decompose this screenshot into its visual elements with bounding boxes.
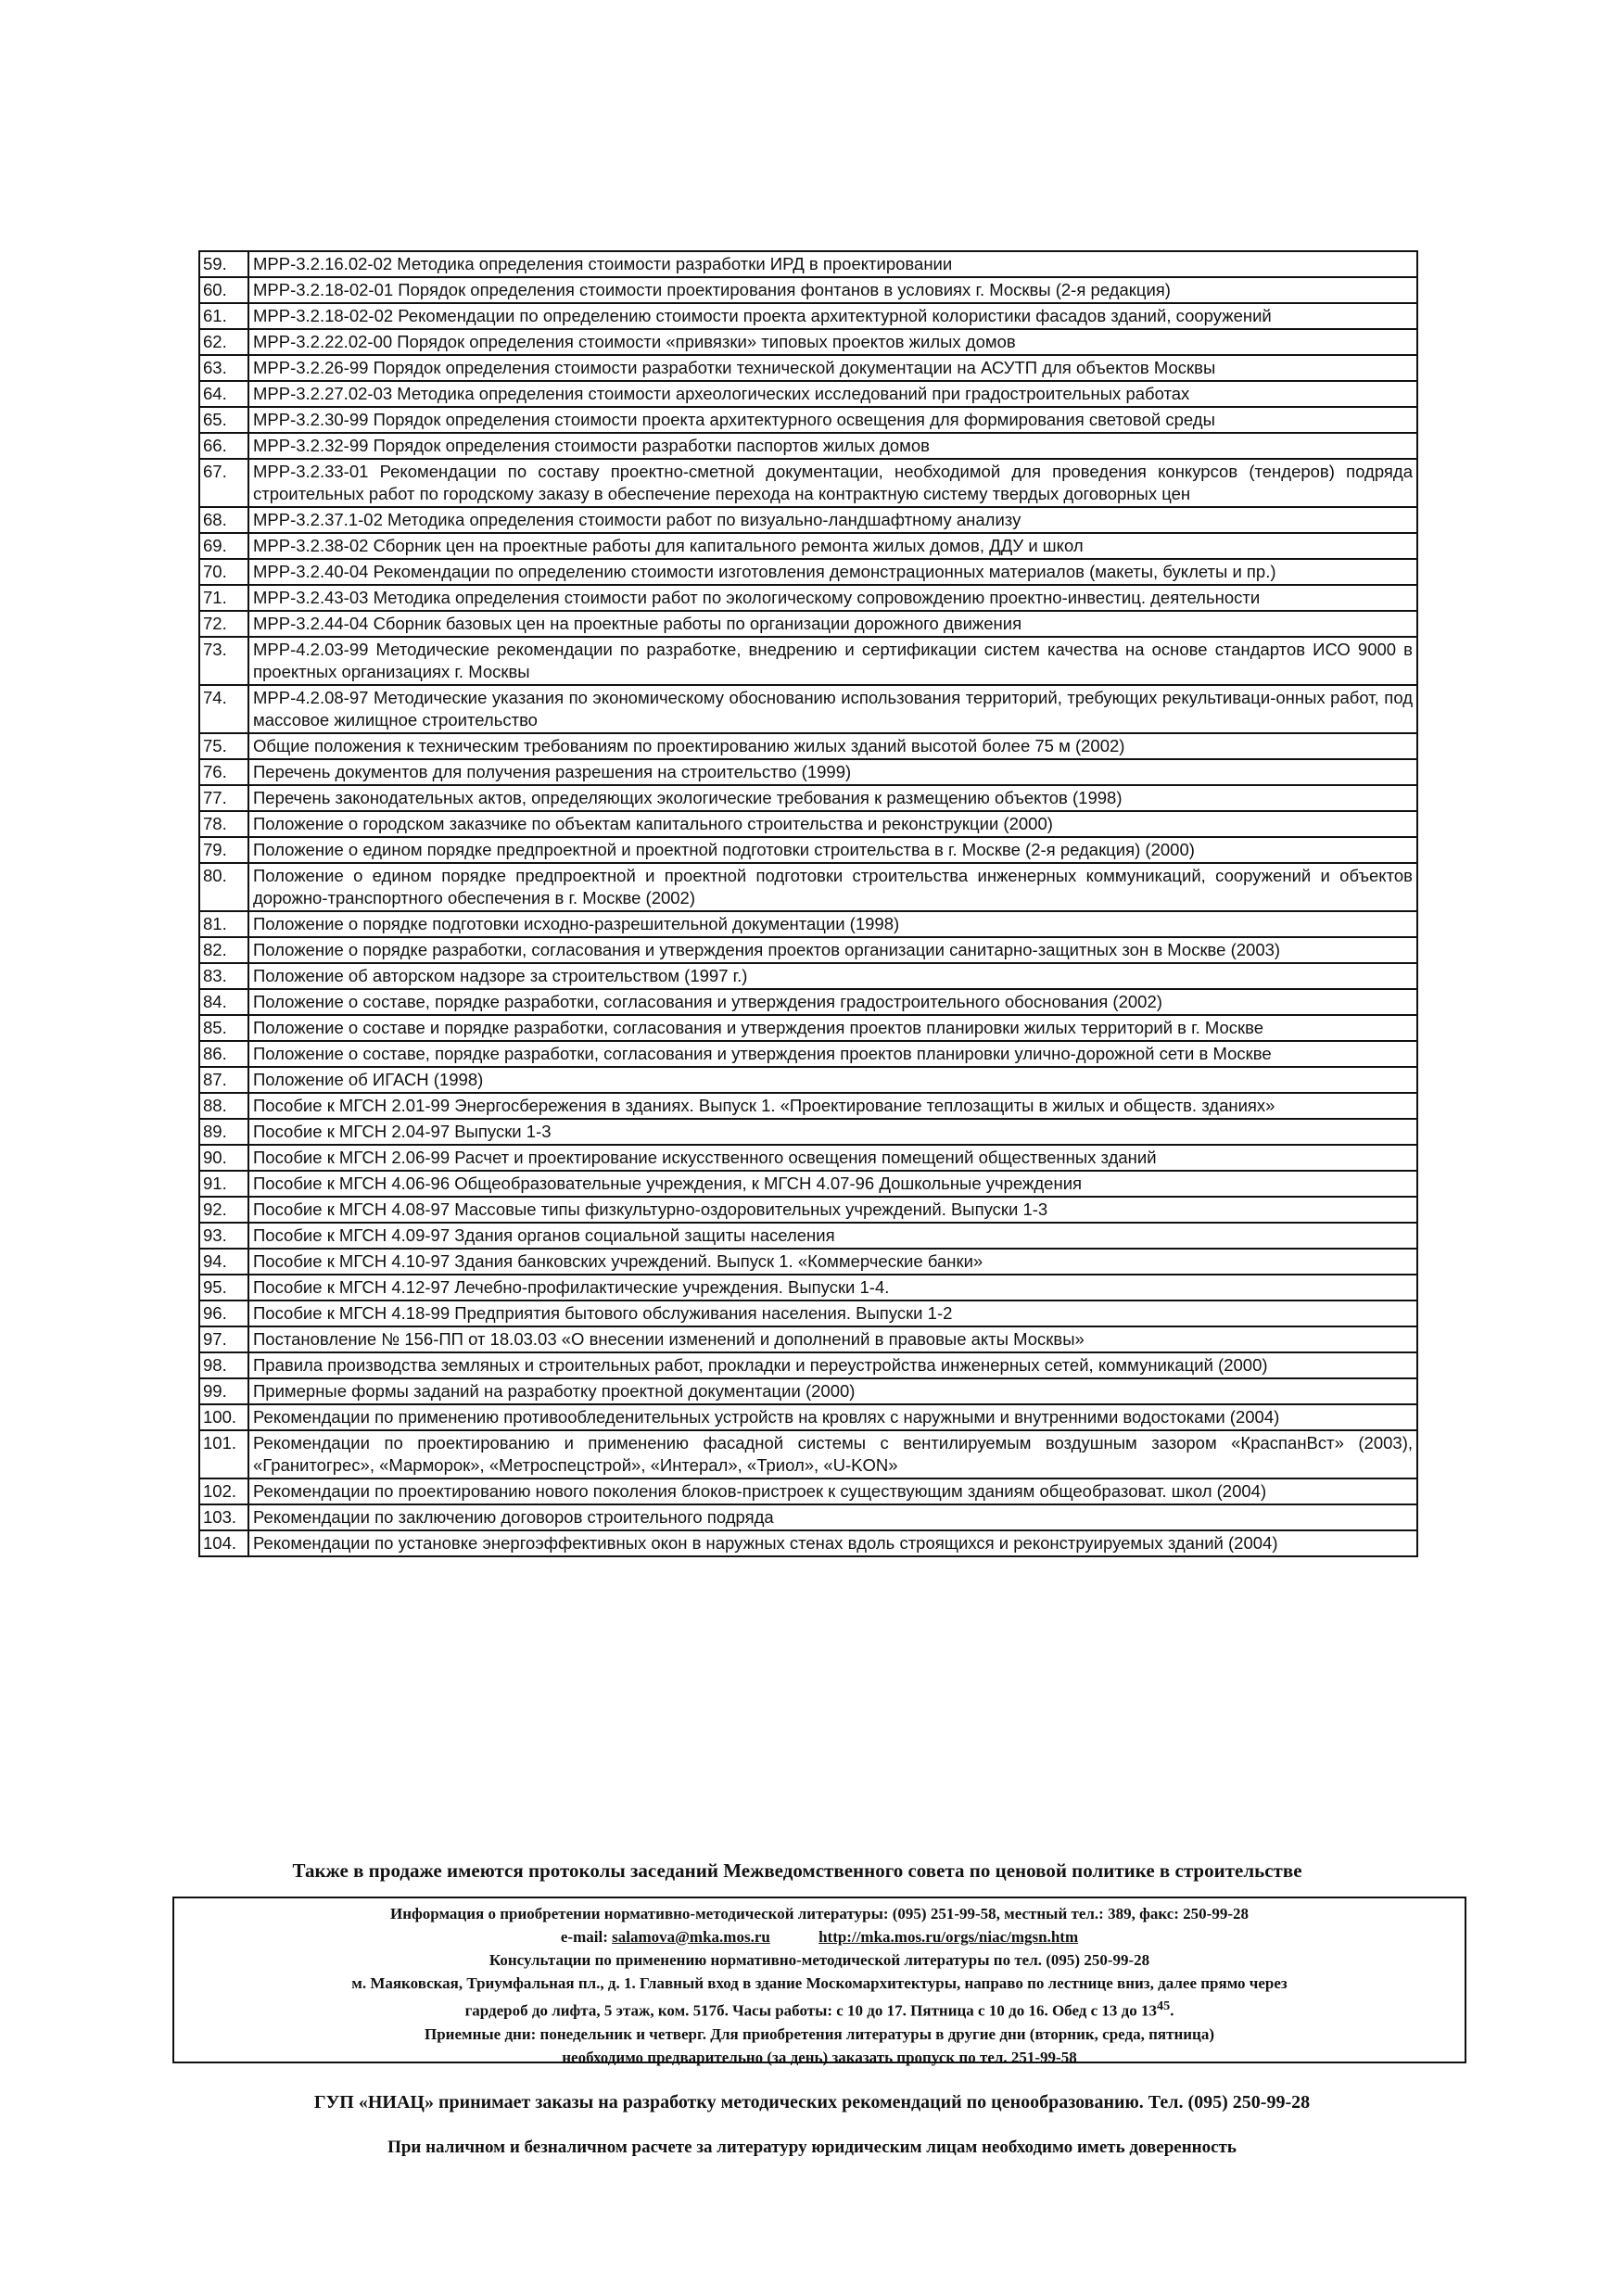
row-number: 104. — [199, 1530, 248, 1556]
document-title: Положение о городском заказчике по объектам капитального строительства и реконструкции (2000) — [248, 811, 1417, 837]
table-row — [199, 1041, 1417, 1067]
row-number: 75. — [199, 733, 248, 759]
document-title: МРР-3.2.43-03 Методика определения стоимости работ по экологическому сопровождению проектно-инвестиц. деятельности — [248, 585, 1417, 611]
row-number: 66. — [199, 433, 248, 459]
niac-orders-note: ГУП «НИАЦ» принимает заказы на разработку методических рекомендаций по ценообразованию. Тел. (095) 250-99-28 — [313, 2092, 1311, 2113]
row-number: 77. — [199, 785, 248, 811]
document-title: Пособие к МГСН 4.10-97 Здания банковских учреждений. Выпуск 1. «Коммерческие банки» — [248, 1249, 1417, 1275]
table-row — [199, 433, 1417, 459]
table-row — [199, 355, 1417, 381]
table-row — [199, 759, 1417, 785]
document-title: МРР-3.2.37.1-02 Методика определения стоимости работ по визуально-ландшафтному анализу — [248, 507, 1417, 533]
reception-days-line: Приемные дни: понедельник и четверг. Для приобретения литературы в другие дни (вторник, среда, пятница) — [424, 2024, 1214, 2043]
document-title: Положение о порядке разработки, согласования и утверждения проектов организации санитарно-защитных зон в Москве (2003) — [248, 937, 1417, 963]
documents-table-body — [199, 251, 1417, 1556]
table-row — [199, 911, 1417, 937]
row-number: 79. — [199, 837, 248, 863]
table-row — [199, 329, 1417, 355]
document-title: МРР-3.2.44-04 Сборник базовых цен на проектные работы по организации дорожного движения — [248, 611, 1417, 637]
row-number: 60. — [199, 277, 248, 303]
table-row — [199, 1326, 1417, 1352]
table-row — [199, 1223, 1417, 1249]
row-number: 83. — [199, 963, 248, 989]
table-row — [199, 559, 1417, 585]
table-row — [199, 1249, 1417, 1275]
row-number: 101. — [199, 1430, 248, 1478]
lunch-minutes: 45 — [1157, 1998, 1171, 2013]
documents-table — [198, 250, 1418, 1557]
table-row — [199, 1404, 1417, 1430]
hours-end: . — [1170, 2001, 1174, 2020]
table-row — [199, 1093, 1417, 1119]
row-number: 82. — [199, 937, 248, 963]
row-number: 70. — [199, 559, 248, 585]
table-row — [199, 1015, 1417, 1041]
table-row — [199, 533, 1417, 559]
website-link[interactable]: http://mka.mos.ru/orgs/niac/mgsn.htm — [818, 1928, 1079, 1946]
document-title: Постановление № 156-ПП от 18.03.03 «О внесении изменений и дополнений в правовые акты Москвы» — [248, 1326, 1417, 1352]
table-row — [199, 1067, 1417, 1093]
row-number: 72. — [199, 611, 248, 637]
document-title: Рекомендации по применению противообледенительных устройств на кровлях с наружными и внутренними водостоками (2004) — [248, 1404, 1417, 1430]
row-number: 89. — [199, 1119, 248, 1145]
document-title: Пособие к МГСН 4.18-99 Предприятия бытового обслуживания населения. Выпуски 1-2 — [248, 1301, 1417, 1326]
table-row — [199, 1119, 1417, 1145]
row-number: 62. — [199, 329, 248, 355]
row-number: 63. — [199, 355, 248, 381]
pass-order-line: необходимо предварительно (за день) заказать пропуск по тел. 251-99-58 — [562, 2048, 1077, 2066]
table-row — [199, 811, 1417, 837]
email-link[interactable]: salamova@mka.mos.ru — [612, 1928, 770, 1946]
table-row — [199, 637, 1417, 685]
document-title: МРР-3.2.33-01 Рекомендации по составу проектно-сметной документации, необходимой для проведения конкурсов (тендеров) подряда строительных работ по городскому заказу в обеспечение перехода на контрактную систему твердых договорных цен — [248, 459, 1417, 507]
table-row — [199, 1197, 1417, 1223]
document-title: Правила производства земляных и строительных работ, прокладки и переустройства инженерных сетей, коммуникаций (2000) — [248, 1352, 1417, 1378]
document-title: МРР-3.2.18-02-02 Рекомендации по определению стоимости проекта архитектурной колористики фасадов зданий, сооружений — [248, 303, 1417, 329]
table-row — [199, 733, 1417, 759]
row-number: 99. — [199, 1378, 248, 1404]
contact-links-line — [174, 1925, 1465, 1948]
document-title: МРР-3.2.16.02-02 Методика определения стоимости разработки ИРД в проектировании — [248, 251, 1417, 277]
row-number: 98. — [199, 1352, 248, 1378]
table-row — [199, 837, 1417, 863]
document-title: Положение об ИГАСН (1998) — [248, 1067, 1417, 1093]
table-row — [199, 937, 1417, 963]
row-number: 59. — [199, 251, 248, 277]
table-row — [199, 989, 1417, 1015]
table-row — [199, 1275, 1417, 1301]
table-row — [199, 1430, 1417, 1478]
row-number: 74. — [199, 685, 248, 733]
document-title: МРР-3.2.30-99 Порядок определения стоимости проекта архитектурного освещения для формирования световой среды — [248, 407, 1417, 433]
row-number: 93. — [199, 1223, 248, 1249]
row-number: 85. — [199, 1015, 248, 1041]
row-number: 87. — [199, 1067, 248, 1093]
table-row — [199, 507, 1417, 533]
table-row — [199, 277, 1417, 303]
document-title: Положение о едином порядке предпроектной и проектной подготовки строительства в г. Москве (2-я редакция) (2000) — [248, 837, 1417, 863]
purchase-phone-line: Информация о приобретении нормативно-методической литературы: (095) 251-99-58, местный тел.: 389, факс: 250-99-28 — [389, 1905, 1249, 1922]
document-title: Положение об авторском надзоре за строительством (1997 г.) — [248, 963, 1417, 989]
document-title: Рекомендации по проектированию нового поколения блоков-пристроек к существующим зданиям общеобразоват. школ (2004) — [248, 1478, 1417, 1504]
document-title: Рекомендации по заключению договоров строительного подряда — [248, 1504, 1417, 1530]
document-title: МРР-3.2.22.02-00 Порядок определения стоимости «привязки» типовых проектов жилых домов — [248, 329, 1417, 355]
document-title: МРР-3.2.27.02-03 Методика определения стоимости археологических исследований при градостроительных работах — [248, 381, 1417, 407]
email-label: e-mail: — [560, 1928, 608, 1946]
document-title: МРР-4.2.03-99 Методические рекомендации по разработке, внедрению и сертификации систем качества на основе стандартов ИСО 9000 в проектных организациях г. Москвы — [248, 637, 1417, 685]
row-number: 97. — [199, 1326, 248, 1352]
document-title: Пособие к МГСН 2.04-97 Выпуски 1-3 — [248, 1119, 1417, 1145]
table-row — [199, 1478, 1417, 1504]
row-number: 67. — [199, 459, 248, 507]
document-title: Общие положения к техническим требованиям по проектированию жилых зданий высотой более 75 м (2002) — [248, 733, 1417, 759]
document-title: Пособие к МГСН 4.06-96 Общеобразовательные учреждения, к МГСН 4.07-96 Дошкольные учреждения — [248, 1171, 1417, 1197]
table-row — [199, 459, 1417, 507]
row-number: 61. — [199, 303, 248, 329]
table-row — [199, 963, 1417, 989]
document-title: Положение о составе, порядке разработки, согласования и утверждения градостроительного обоснования (2002) — [248, 989, 1417, 1015]
row-number: 91. — [199, 1171, 248, 1197]
row-number: 88. — [199, 1093, 248, 1119]
row-number: 73. — [199, 637, 248, 685]
document-title: Положение о порядке подготовки исходно-разрешительной документации (1998) — [248, 911, 1417, 937]
document-title: Рекомендации по установке энергоэффективных окон в наружных стенах вдоль строящихся и реконструируемых зданий (2004) — [248, 1530, 1417, 1556]
row-number: 92. — [199, 1197, 248, 1223]
document-title: МРР-3.2.32-99 Порядок определения стоимости разработки паспортов жилых домов — [248, 433, 1417, 459]
table-row — [199, 585, 1417, 611]
payment-note: При наличном и безналичном расчете за литературу юридическим лицам необходимо иметь доверенность — [387, 2138, 1237, 2157]
document-title: Рекомендации по проектированию и применению фасадной системы с вентилируемым воздушным зазором «КраспанВст» (2003), «Гранитогрес», «Марморок», «Метроспецстрой», «Интерал», «Триол», «U-KON» — [248, 1430, 1417, 1478]
row-number: 94. — [199, 1249, 248, 1275]
also-on-sale-note: Также в продаже имеются протоколы заседаний Межведомственного совета по ценовой политике в строительстве — [292, 1859, 1302, 1882]
document-title: МРР-3.2.18-02-01 Порядок определения стоимости проектирования фонтанов в условиях г. Москвы (2-я редакция) — [248, 277, 1417, 303]
row-number: 65. — [199, 407, 248, 433]
document-title: МРР-4.2.08-97 Методические указания по экономическому обоснованию использования территорий, требующих рекультиваци-онных работ, под массовое жилищное строительство — [248, 685, 1417, 733]
table-row — [199, 1378, 1417, 1404]
row-number: 71. — [199, 585, 248, 611]
document-title: МРР-3.2.38-02 Сборник цен на проектные работы для капитального ремонта жилых домов, ДДУ и школ — [248, 533, 1417, 559]
table-row — [199, 381, 1417, 407]
document-title: Пособие к МГСН 2.01-99 Энергосбережения в зданиях. Выпуск 1. «Проектирование теплозащиты в жилых и обществ. зданиях» — [248, 1093, 1417, 1119]
row-number: 81. — [199, 911, 248, 937]
row-number: 78. — [199, 811, 248, 837]
row-number: 102. — [199, 1478, 248, 1504]
purchase-info-box — [172, 1897, 1466, 2066]
row-number: 96. — [199, 1301, 248, 1326]
row-number: 69. — [199, 533, 248, 559]
document-title: Пособие к МГСН 4.09-97 Здания органов социальной защиты населения — [248, 1223, 1417, 1249]
document-title: Положение о составе, порядке разработки, согласования и утверждения проектов планировки улично-дорожной сети в Москве — [248, 1041, 1417, 1067]
table-row — [199, 863, 1417, 911]
table-row — [199, 1530, 1417, 1556]
row-number: 84. — [199, 989, 248, 1015]
row-number: 103. — [199, 1504, 248, 1530]
table-row — [199, 1171, 1417, 1197]
consultation-line: Консультации по применению нормативно-методической литературы по тел. (095) 250-99-28 — [488, 1951, 1150, 1969]
document-title: Перечень законодательных актов, определяющих экологические требования к размещению объектов (1998) — [248, 785, 1417, 811]
table-row — [199, 611, 1417, 637]
row-number: 68. — [199, 507, 248, 533]
table-row — [199, 251, 1417, 277]
document-title: Положение о едином порядке предпроектной и проектной подготовки строительства инженерных коммуникаций, сооружений и объектов дорожно-транспортного обеспечения в г. Москве (2002) — [248, 863, 1417, 911]
table-row — [199, 685, 1417, 733]
document-title: Перечень документов для получения разрешения на строительство (1999) — [248, 759, 1417, 785]
row-number: 64. — [199, 381, 248, 407]
table-row — [199, 1504, 1417, 1530]
hours-text: гардероб до лифта, 5 этаж, ком. 517б. Часы работы: с 10 до 17. Пятница с 10 до 16. Обед с 13 до 13 — [464, 2001, 1158, 2020]
address-line-2 — [174, 1995, 1465, 2023]
table-row — [199, 1352, 1417, 1378]
row-number: 100. — [199, 1404, 248, 1430]
table-row — [199, 1145, 1417, 1171]
row-number: 86. — [199, 1041, 248, 1067]
document-title: Пособие к МГСН 4.08-97 Массовые типы физкультурно-оздоровительных учреждений. Выпуски 1-3 — [248, 1197, 1417, 1223]
document-title: Примерные формы заданий на разработку проектной документации (2000) — [248, 1378, 1417, 1404]
row-number: 95. — [199, 1275, 248, 1301]
document-title: МРР-3.2.40-04 Рекомендации по определению стоимости изготовления демонстрационных материалов (макеты, буклеты и пр.) — [248, 559, 1417, 585]
document-title: Пособие к МГСН 4.12-97 Лечебно-профилактические учреждения. Выпуски 1-4. — [248, 1275, 1417, 1301]
table-row — [199, 303, 1417, 329]
row-number: 76. — [199, 759, 248, 785]
table-row — [199, 1301, 1417, 1326]
row-number: 90. — [199, 1145, 248, 1171]
document-title: Положение о составе и порядке разработки, согласования и утверждения проектов планировки жилых территорий в г. Москве — [248, 1015, 1417, 1041]
table-row — [199, 407, 1417, 433]
document-title: МРР-3.2.26-99 Порядок определения стоимости разработки технической документации на АСУТП для объектов Москвы — [248, 355, 1417, 381]
table-row — [199, 785, 1417, 811]
document-title: Пособие к МГСН 2.06-99 Расчет и проектирование искусственного освещения помещений общественных зданий — [248, 1145, 1417, 1171]
address-line-1: м. Маяковская, Триумфальная пл., д. 1. Главный вход в здание Москомархитектуры, направо по лестнице вниз, далее прямо через — [351, 1974, 1288, 1992]
row-number: 80. — [199, 863, 248, 911]
